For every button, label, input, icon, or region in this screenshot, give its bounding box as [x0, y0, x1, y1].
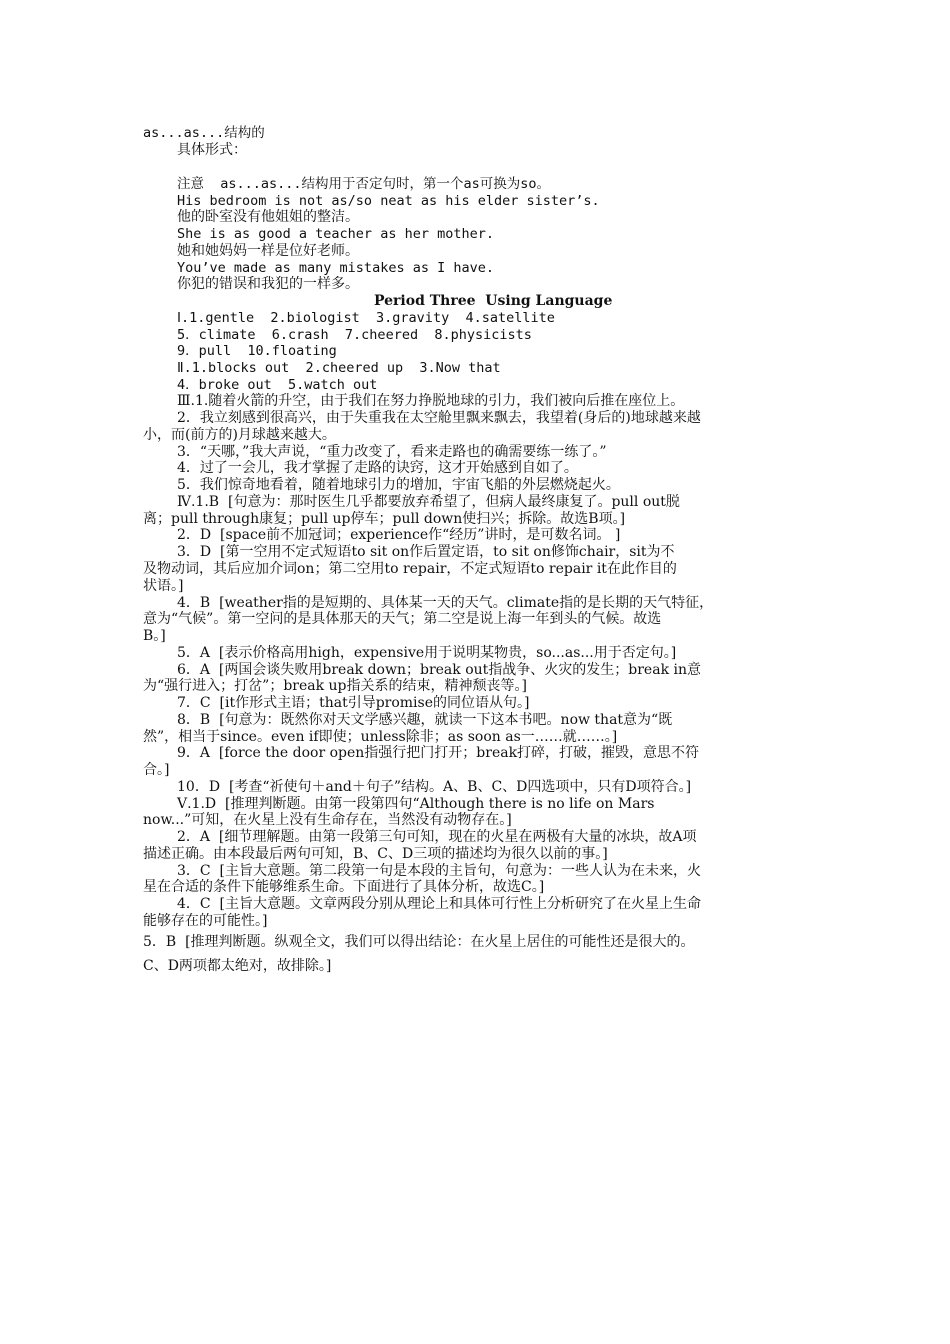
- text-line: 3．“天哪，”我大声说，“重力改变了，看来走路也的确需要练一练了。”: [177, 444, 607, 460]
- text-line: 7．C [it作形式主语；that引导promise的同位语从句。]: [177, 695, 530, 711]
- text-line: 他的卧室没有他姐姐的整洁。: [177, 209, 359, 225]
- text-line: 4．broke out 5.watch out: [177, 377, 378, 393]
- text-line: 5．B [推理判断题。纵观全文，我们可以得出结论：在火星上居住的可能性还是很大的。: [143, 934, 695, 950]
- text-line: 你犯的错误和我犯的一样多。: [177, 276, 359, 292]
- section-heading: Period Three Using Language: [374, 293, 613, 309]
- text-line: 5．climate 6.crash 7.cheered 8.physicists: [177, 327, 532, 343]
- text-line: 状语。]: [143, 578, 184, 594]
- text-line: Ⅲ.1.随着火箭的升空，由于我们在努力挣脱地球的引力，我们被向后推在座位上。: [177, 393, 685, 409]
- text-line: 2．D [space前不加冠词；experience作“经历”讲时，是可数名词。 ]: [177, 527, 621, 543]
- text-line: 3．D [第一空用不定式短语to sit on作后置定语，to sit on修饰chair，sit为不: [177, 544, 675, 560]
- text-line: 10．D [考查“祈使句＋and＋句子”结构。A、B、C、D四选项中，只有D项符合。]: [177, 779, 692, 795]
- text-line: 2．我立刻感到很高兴，由于失重我在太空舱里飘来飘去，我望着(身后的)地球越来越: [177, 410, 701, 426]
- text-line: 8．B [句意为：既然你对天文学感兴趣，就读一下这本书吧。now that意为“既: [177, 712, 673, 728]
- text-line: 5．A [表示价格高用high，expensive用于说明某物贵，so...as...用于否定句。]: [177, 645, 677, 661]
- text-line: as...as...结构的: [143, 125, 265, 141]
- text-line: Ⅴ.1.D [推理判断题。由第一段第四句“Although there is no life on Mars: [177, 796, 655, 812]
- text-line: 星在合适的条件下能够维系生命。下面进行了具体分析，故选C。]: [143, 879, 545, 895]
- text-line: 意为“气候”。第一空问的是具体那天的天气；第二空是说上海一年到头的气候。故选: [143, 611, 662, 627]
- text-line: 及物动词，其后应加介词on；第二空用to repair，不定式短语to repair it在此作目的: [143, 561, 677, 577]
- text-line: 4．C [主旨大意题。文章两段分别从理论上和具体可行性上分析研究了在火星上生命: [177, 896, 701, 912]
- text-line: His bedroom is not as/so neat as his elder sister’s.: [177, 193, 600, 209]
- text-line: 能够存在的可能性。]: [143, 913, 268, 929]
- text-line: 为“强行进入；打岔”；break up指关系的结束，精神颓丧等。]: [143, 678, 527, 694]
- text-line: 4．过了一会儿，我才掌握了走路的诀窍，这才开始感到自如了。: [177, 460, 578, 476]
- text-line: 具体形式：: [177, 142, 247, 158]
- text-line: 注意 as...as...结构用于否定句时，第一个as可换为so。: [177, 176, 551, 192]
- text-line: Ⅳ.1.B [句意为：那时医生几乎都要放弃希望了，但病人最终康复了。pull out脱: [177, 494, 680, 510]
- text-line: She is as good a teacher as her mother.: [177, 226, 494, 242]
- text-line: B。]: [143, 628, 166, 644]
- text-line: 2．A [细节理解题。由第一段第三句可知，现在的火星在两极有大量的冰块，故A项: [177, 829, 697, 845]
- text-line: 离；pull through康复；pull up停车；pull down使扫兴；拆除。故选B项。]: [143, 511, 626, 527]
- text-line: 6．A [两国会谈失败用break down；break out指战争、火灾的发生；break in意: [177, 662, 701, 678]
- text-line: now...”可知，在火星上没有生命存在，当然没有动物存在。]: [143, 812, 512, 828]
- text-line: 9．A [force the door open指强行把门打开；break打碎，打破，摧毁，意思不符: [177, 745, 700, 761]
- text-line: C、D两项都太绝对，故排除。]: [143, 958, 332, 974]
- text-line: 描述正确。由本段最后两句可知，B、C、D三项的描述均为很久以前的事。]: [143, 846, 608, 862]
- text-line: Ⅰ.1.gentle 2.biologist 3.gravity 4.satellite: [177, 310, 555, 326]
- text-line: 然”，相当于since。even if即使；unless除非；as soon as一……就……。]: [143, 729, 618, 745]
- text-line: 合。]: [143, 762, 170, 778]
- text-line: 小，而(前方的)月球越来越大。: [143, 427, 336, 443]
- text-line: 5．我们惊奇地看着，随着地球引力的增加，宇宙飞船的外层燃烧起火。: [177, 477, 620, 493]
- text-line: 3．C [主旨大意题。第二段第一句是本段的主旨句，句意为：一些人认为在未来，火: [177, 863, 701, 879]
- text-line: 4．B [weather指的是短期的、具体某一天的天气。climate指的是长期的天气特征，: [177, 595, 714, 611]
- text-line: 9．pull 10.floating: [177, 343, 337, 359]
- text-line: 她和她妈妈一样是位好老师。: [177, 243, 359, 259]
- text-line: You’ve made as many mistakes as I have.: [177, 260, 494, 276]
- text-line: Ⅱ.1.blocks out 2.cheered up 3.Now that: [177, 360, 501, 376]
